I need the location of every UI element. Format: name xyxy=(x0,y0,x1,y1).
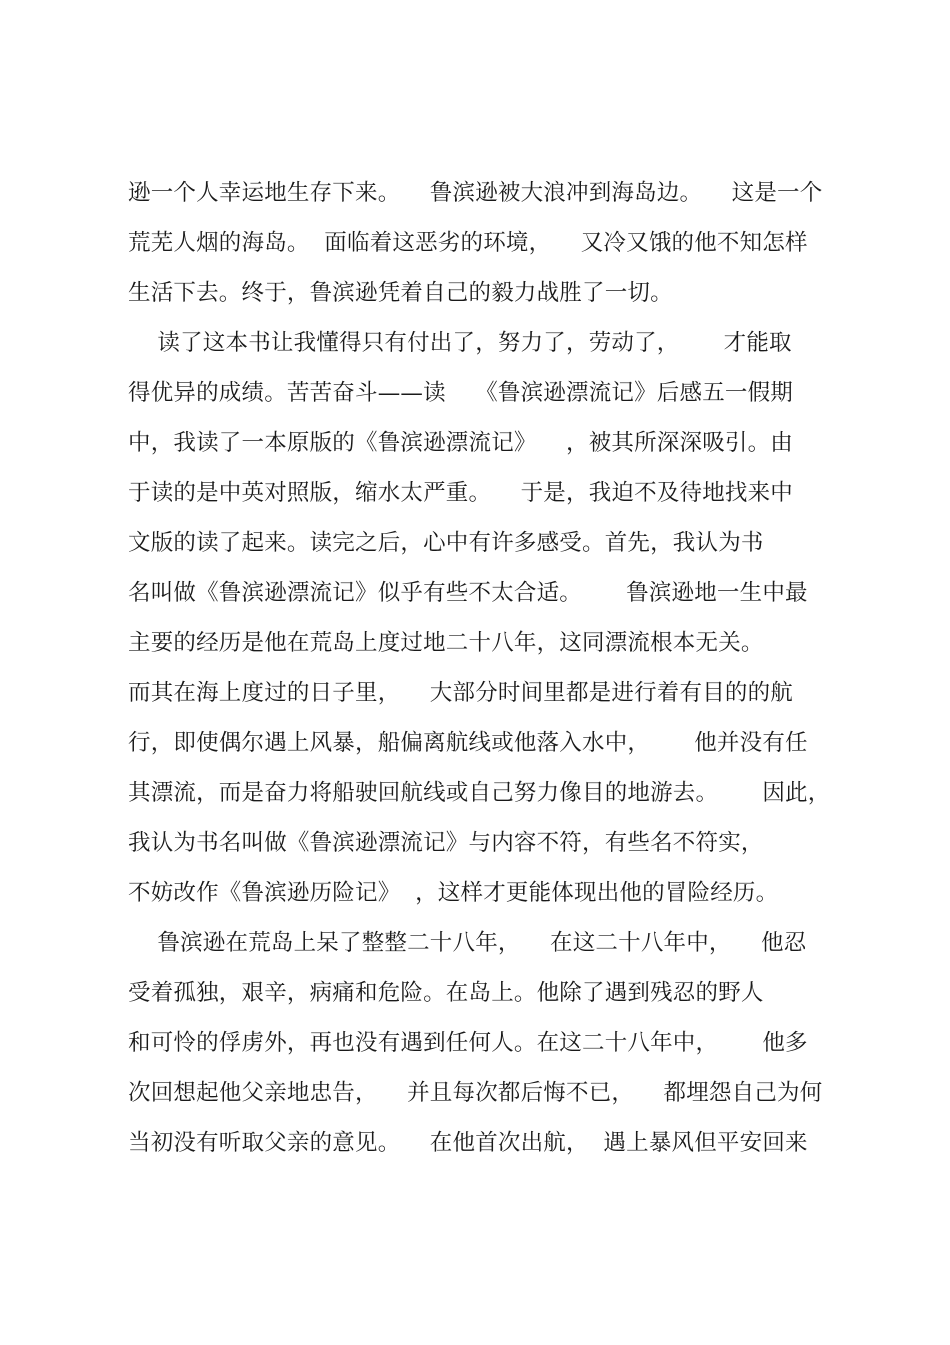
text-line: 次回想起他父亲地忠告， 并且每次都后悔不已， 都埋怨自己为何 xyxy=(128,1080,823,1106)
text-line: 鲁滨逊在荒岛上呆了整整二十八年， 在这二十八年中， 他忍 xyxy=(128,930,807,956)
text-line: 荒芜人烟的海岛。 面临着这恶劣的环境， 又冷又饿的他不知怎样 xyxy=(128,230,808,256)
text-line: 主要的经历是他在荒岛上度过地二十八年，这同漂流根本无关。 xyxy=(128,630,764,656)
text-line: 行，即使偶尔遇上风暴，船偏离航线或他落入水中， 他并没有任 xyxy=(128,730,808,756)
text-line: 当初没有听取父亲的意见。 在他首次出航， 遇上暴风但平安回来 xyxy=(128,1130,808,1156)
text-line: 其漂流，而是奋力将船驶回航线或自己努力像目的地游去。 因此， xyxy=(128,780,831,806)
text-line: 文版的读了起来。读完之后，心中有许多感受。首先，我认为书 xyxy=(128,530,764,556)
text-line: 读了这本书让我懂得只有付出了，努力了，劳动了， 才能取 xyxy=(128,330,792,356)
text-line: 受着孤独，艰辛，病痛和危险。在岛上。他除了遇到残忍的野人 xyxy=(128,980,764,1006)
text-line: 于读的是中英对照版，缩水太严重。 于是，我迫不及待地找来中 xyxy=(128,480,794,506)
text-line: 得优异的成绩。苦苦奋斗——读 《鲁滨逊漂流记》后感五一假期 xyxy=(128,380,794,406)
text-line: 不妨改作《鲁滨逊历险记》 ，这样才更能体现出他的冒险经历。 xyxy=(128,880,779,906)
text-line: 而其在海上度过的日子里， 大部分时间里都是进行着有目的的航 xyxy=(128,680,794,706)
text-line: 生活下去。终于，鲁滨逊凭着自己的毅力战胜了一切。 xyxy=(128,280,673,306)
text-line: 中，我读了一本原版的《鲁滨逊漂流记》 ，被其所深深吸引。由 xyxy=(128,430,794,456)
text-line: 逊一个人幸运地生存下来。 鲁滨逊被大浪冲到海岛边。 这是一个 xyxy=(128,180,823,206)
text-line: 名叫做《鲁滨逊漂流记》似乎有些不太合适。 鲁滨逊地一生中最 xyxy=(128,580,808,606)
text-line: 我认为书名叫做《鲁滨逊漂流记》与内容不符，有些名不符实， xyxy=(128,830,764,856)
text-line: 和可怜的俘虏外，再也没有遇到任何人。在这二十八年中， 他多 xyxy=(128,1030,808,1056)
